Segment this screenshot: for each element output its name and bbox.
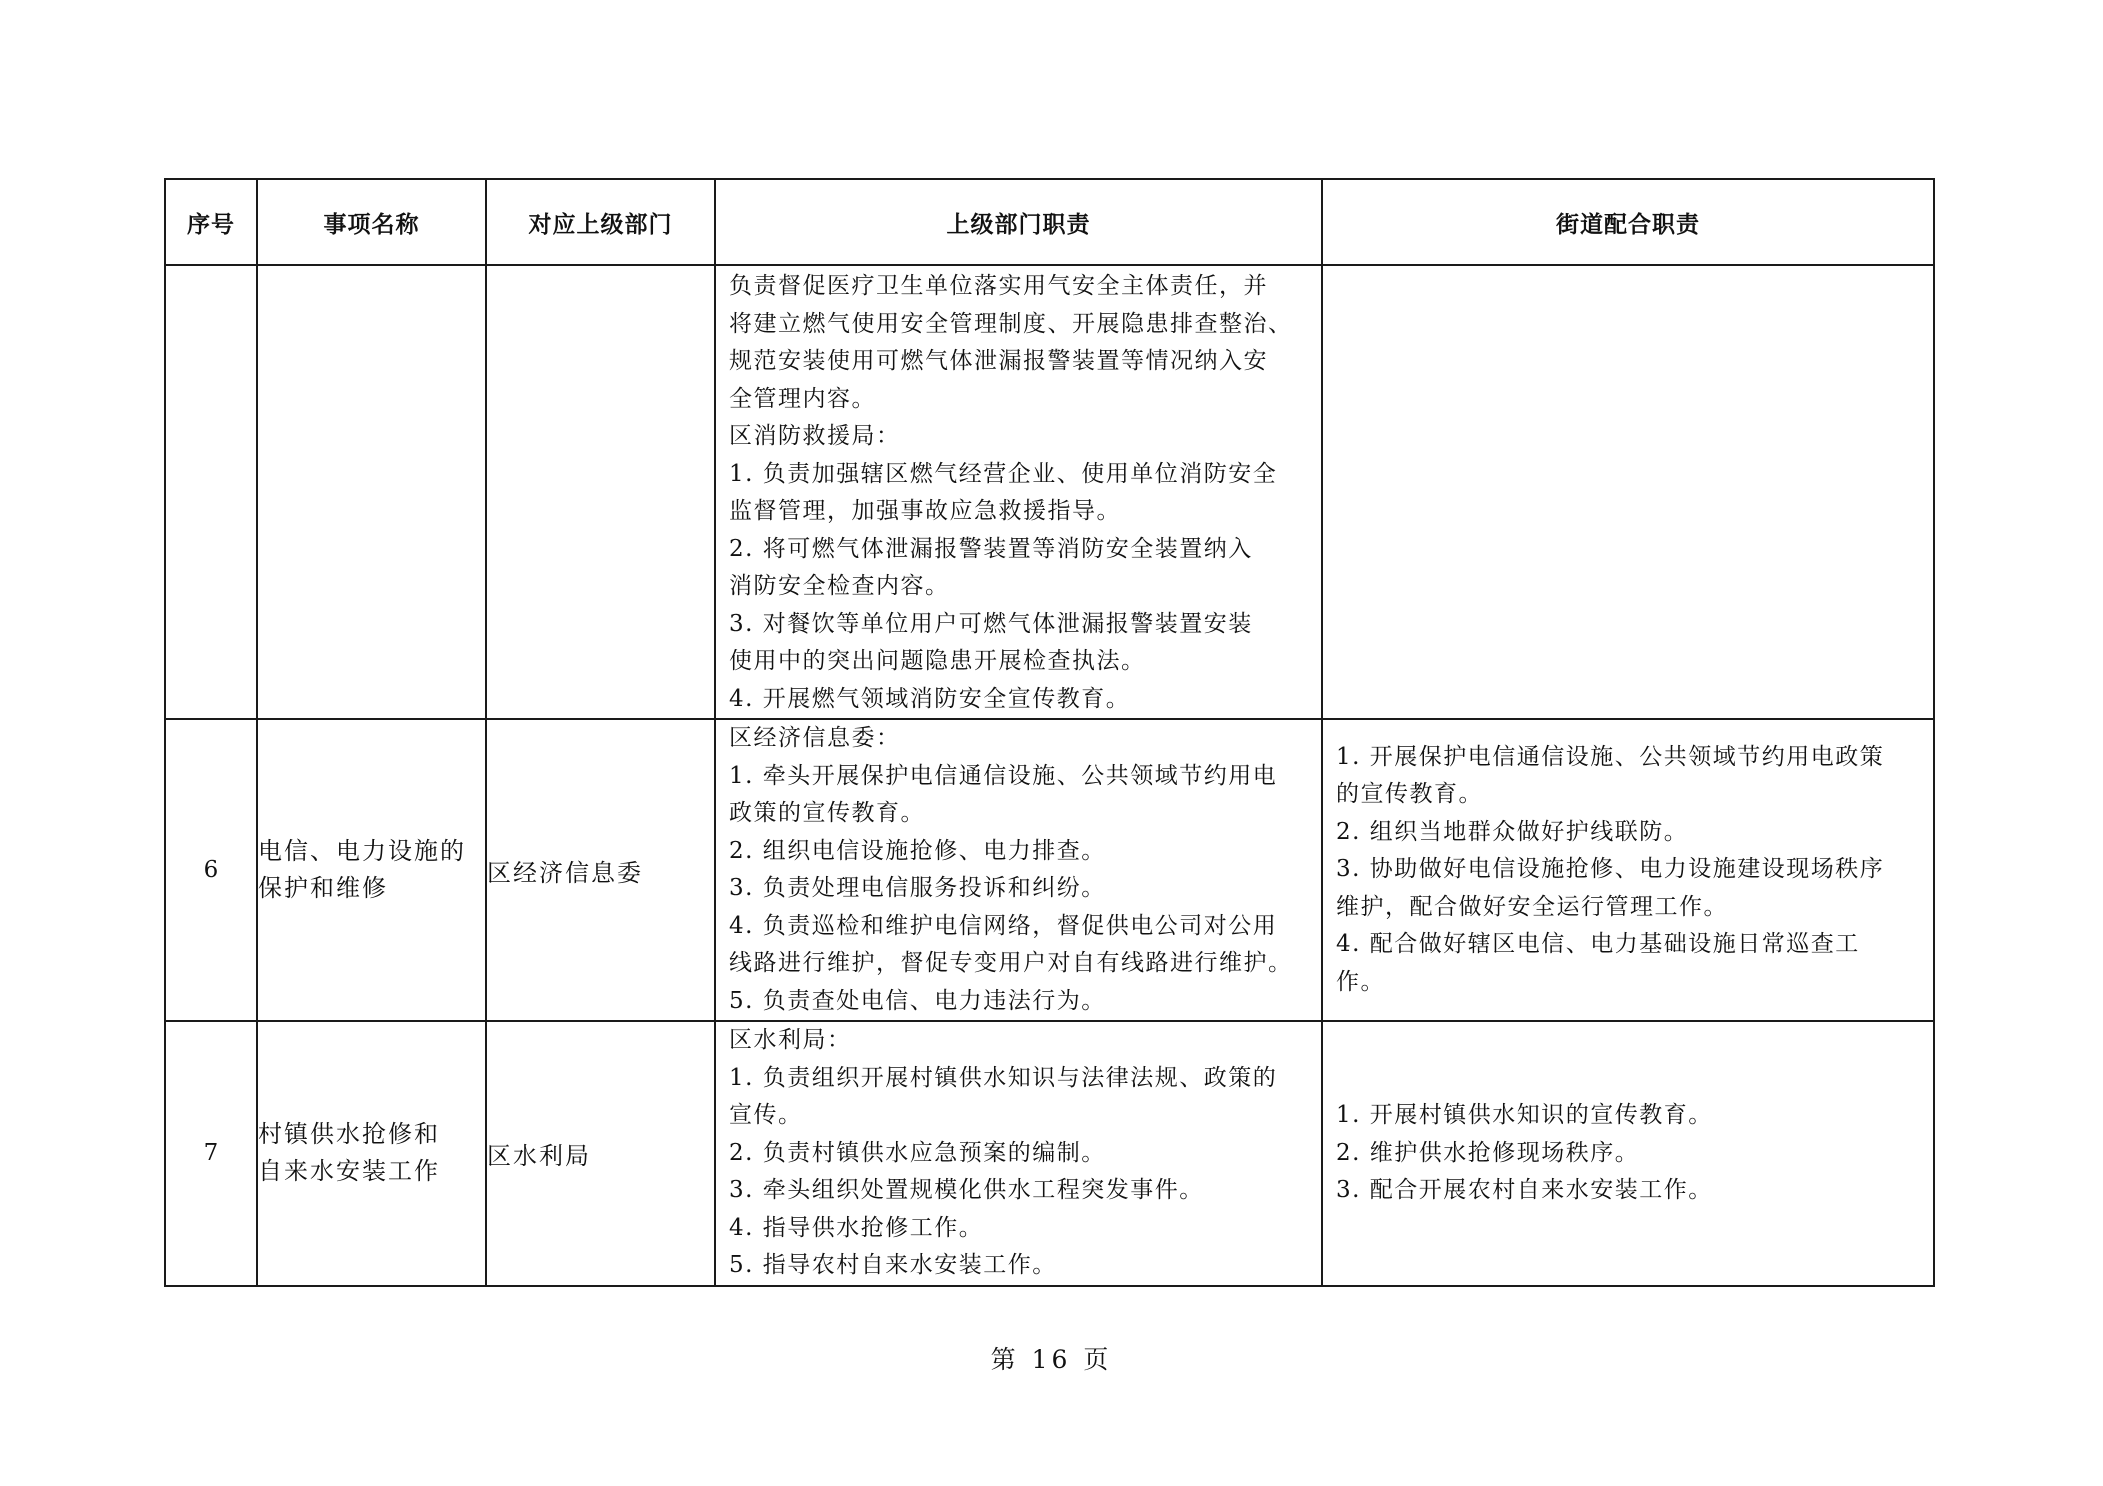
seq-cell: 7: [165, 1021, 257, 1286]
header-seq: 序号: [165, 179, 257, 265]
table-row: [165, 719, 1934, 1021]
duty-line: 宣传。: [729, 1102, 803, 1128]
table-row: [165, 265, 1934, 719]
duty-line: 3. 牵头组织处置规模化供水工程突发事件。: [729, 1177, 1204, 1203]
street-duty-line: 作。: [1336, 968, 1385, 995]
seq-cell: 6: [165, 719, 257, 1021]
duty-line: 4. 开展燃气领域消防安全宣传教育。: [729, 685, 1131, 712]
duty-line: 消防安全检查内容。: [729, 573, 950, 599]
item-name-line: 自来水安装工作: [258, 1157, 440, 1186]
duty-line: 4. 指导供水抢修工作。: [729, 1214, 984, 1241]
header-dept-duty: 上级部门职责: [715, 179, 1322, 265]
street-duty-line: 3. 协助做好电信设施抢修、电力设施建设现场秩序: [1336, 856, 1885, 883]
dept-cell: [486, 265, 715, 719]
duty-table: [164, 178, 1935, 1287]
street-duty-line: 2. 组织当地群众做好护线联防。: [1336, 818, 1689, 845]
duty-line: 监督管理，加强事故应急救援指导。: [729, 498, 1121, 524]
table-header-row: [165, 179, 1934, 265]
street-duty-cell: [1322, 719, 1934, 1021]
street-duty-line: 4. 配合做好辖区电信、电力基础设施日常巡查工: [1336, 931, 1860, 958]
duty-line: 规范安装使用可燃气体泄漏报警装置等情况纳入安: [729, 348, 1268, 374]
duty-line: 1. 负责加强辖区燃气经营企业、使用单位消防安全: [729, 460, 1278, 487]
street-duty-line: 2. 维护供水抢修现场秩序。: [1336, 1139, 1640, 1166]
duty-line: 3. 负责处理电信服务投诉和纠纷。: [729, 875, 1106, 901]
item-name-cell: [257, 719, 486, 1021]
duty-line: 负责督促医疗卫生单位落实用气安全主体责任，并: [729, 273, 1268, 299]
dept-cell: 区经济信息委: [486, 719, 715, 1021]
item-name-line: 村镇供水抢修和: [258, 1119, 440, 1148]
duty-line: 1. 牵头开展保护电信通信设施、公共领域节约用电: [729, 762, 1278, 789]
duty-line: 使用中的突出问题隐患开展检查执法。: [729, 648, 1146, 674]
duty-line: 区消防救援局：: [729, 423, 901, 449]
street-duty-cell: [1322, 265, 1934, 719]
dept-cell: 区水利局: [486, 1021, 715, 1286]
duty-line: 5. 负责查处电信、电力违法行为。: [729, 987, 1106, 1014]
table-row: [165, 1021, 1934, 1286]
duty-line: 2. 负责村镇供水应急预案的编制。: [729, 1139, 1106, 1166]
page-number: 第 16 页: [990, 1345, 1113, 1374]
street-duty-line: 的宣传教育。: [1336, 781, 1483, 808]
duty-line: 政策的宣传教育。: [729, 800, 925, 826]
item-name-cell: [257, 265, 486, 719]
header-street-duty: 街道配合职责: [1322, 179, 1934, 265]
duty-line: 2. 组织电信设施抢修、电力排查。: [729, 837, 1106, 864]
duty-line: 全管理内容。: [729, 385, 876, 412]
street-duty-cell: [1322, 1021, 1934, 1286]
duty-line: 将建立燃气使用安全管理制度、开展隐患排查整治、: [729, 310, 1293, 337]
street-duty-line: 1. 开展村镇供水知识的宣传教育。: [1336, 1102, 1713, 1128]
item-name-cell: [257, 1021, 486, 1286]
item-name-line: 保护和维修: [258, 874, 388, 902]
duty-line: 2. 将可燃气体泄漏报警装置等消防安全装置纳入: [729, 535, 1253, 562]
street-duty-line: 维护，配合做好安全运行管理工作。: [1336, 893, 1728, 920]
header-dept: 对应上级部门: [486, 179, 715, 265]
duty-line: 3. 对餐饮等单位用户可燃气体泄漏报警装置安装: [729, 610, 1253, 637]
dept-duty-cell: [715, 265, 1322, 719]
street-duty-line: 1. 开展保护电信通信设施、公共领域节约用电政策: [1336, 743, 1885, 770]
duty-line: 区水利局：: [729, 1027, 852, 1053]
duty-line: 4. 负责巡检和维护电信网络，督促供电公司对公用: [729, 912, 1278, 939]
seq-cell: [165, 265, 257, 719]
dept-duty-cell: [715, 1021, 1322, 1286]
street-duty-line: 3. 配合开展农村自来水安装工作。: [1336, 1177, 1713, 1203]
duty-line: 线路进行维护，督促专变用户对自有线路进行维护。: [729, 950, 1293, 976]
duty-line: 区经济信息委：: [729, 725, 901, 751]
item-name-line: 电信、电力设施的: [258, 836, 466, 865]
duty-line: 5. 指导农村自来水安装工作。: [729, 1252, 1057, 1278]
dept-duty-cell: [715, 719, 1322, 1021]
duty-line: 1. 负责组织开展村镇供水知识与法律法规、政策的: [729, 1064, 1278, 1091]
header-item-name: 事项名称: [257, 179, 486, 265]
